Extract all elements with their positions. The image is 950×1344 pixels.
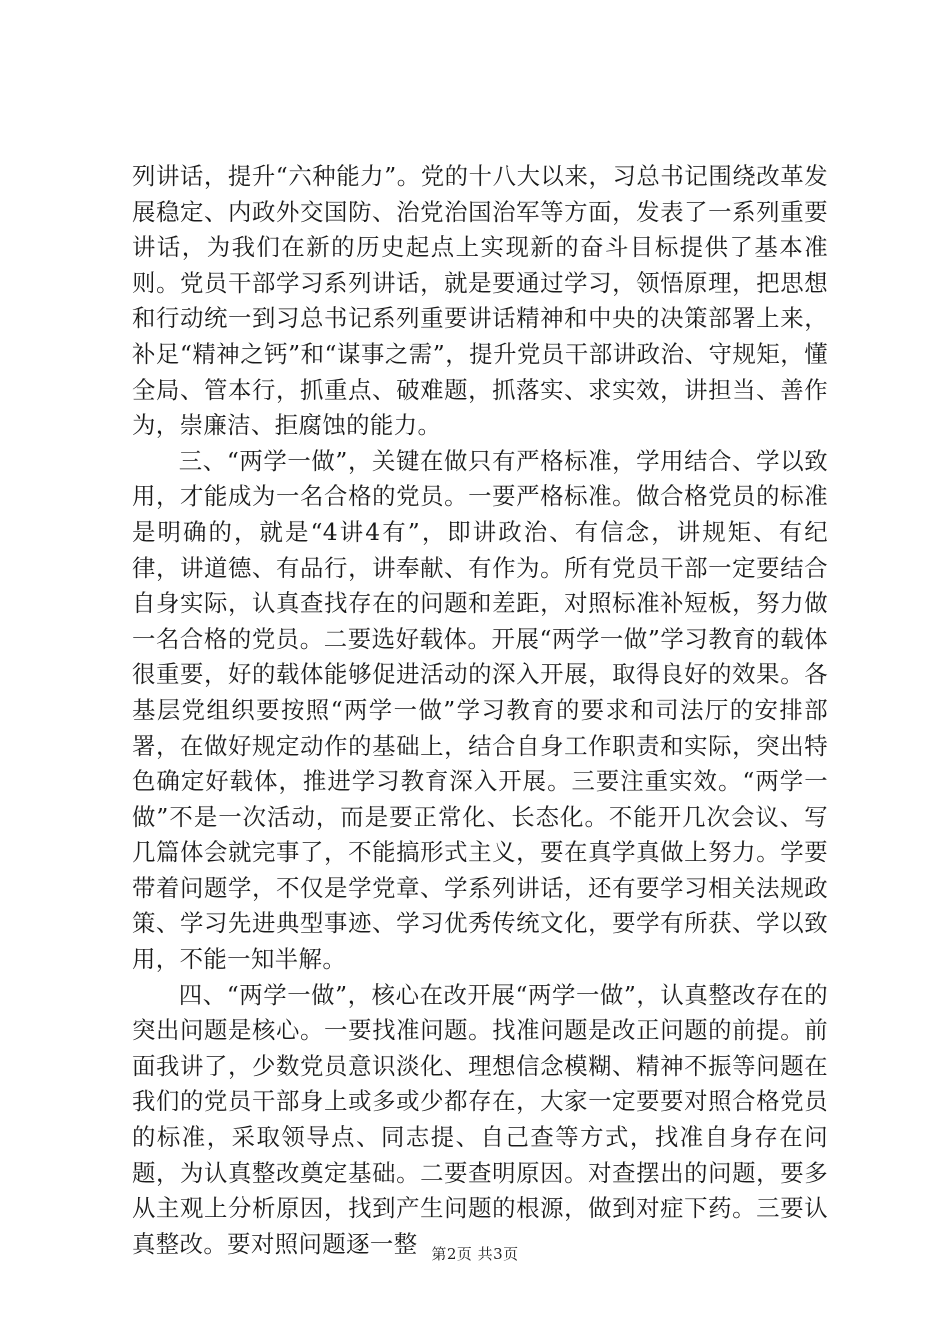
page-footer: 第2页 共3页 (431, 1245, 519, 1263)
document-body (132, 159, 828, 1262)
paragraph-section-three: 三、“两学一做”，关键在做只有严格标准，学用结合、学以致用，才能成为一名合格的党员。一要严格标准。做合格党员的标准是明确的，就是“4讲4有”，即讲政治、有信念，讲规矩、有纪律，讲道德、有品行，讲奉献、有作为。所有党员干部一定要结合自身实际，认真查找存在的问题和差距，对照标准补短板，努力做一名合格的党员。二要选好载体。开展“两学一做”学习教育的载体很重要，好的载体能够促进活动的深入开展，取得良好的效果。各基层党组织要按照“两学一做”学习教育的要求和司法厅的安排部署，在做好规定动作的基础上，结合自身工作职责和实际，突出特色确定好载体，推进学习教育深入开展。三要注重实效。“两学一做”不是一次活动，而是要正常化、长态化。不能开几次会议、写几篇体会就完事了，不能搞形式主义，要在真学真做上努力。学要带着问题学，不仅是学党章、学系列讲话，还有要学习相关法规政策、学习先进典型事迹、学习优秀传统文化，要学有所获、学以致用，不能一知半解。 (132, 446, 828, 974)
paragraph-section-four: 四、“两学一做”，核心在改开展“两学一做”，认真整改存在的突出问题是核心。一要找准问题。找准问题是改正问题的前提。前面我讲了，少数党员意识淡化、理想信念模糊、精神不振等问题在我们的党员干部身上或多或少都存在，大家一定要要对照合格党员的标准，采取领导点、同志提、自己查等方式，找准自身存在问题，为认真整改奠定基础。二要查明原因。对查摆出的问题，要多从主观上分析原因，找到产生问题的根源，做到对症下药。三要认真整改。要对照问题逐一整 (132, 980, 828, 1258)
paragraph-continuation: 列讲话，提升“六种能力”。党的十八大以来，习总书记围绕改革发展稳定、内政外交国防、治党治国治军等方面，发表了一系列重要讲话，为我们在新的历史起点上实现新的奋斗目标提供了基本准则。党员干部学习系列讲话，就是要通过学习，领悟原理，把思想和行动统一到习总书记系列重要讲话精神和中央的决策部署上来，补足“精神之钙”和“谋事之需”，提升党员干部讲政治、守规矩，懂全局、管本行，抓重点、破难题，抓落实、求实效，讲担当、善作为，崇廉洁、拒腐蚀的能力。 (132, 162, 828, 440)
